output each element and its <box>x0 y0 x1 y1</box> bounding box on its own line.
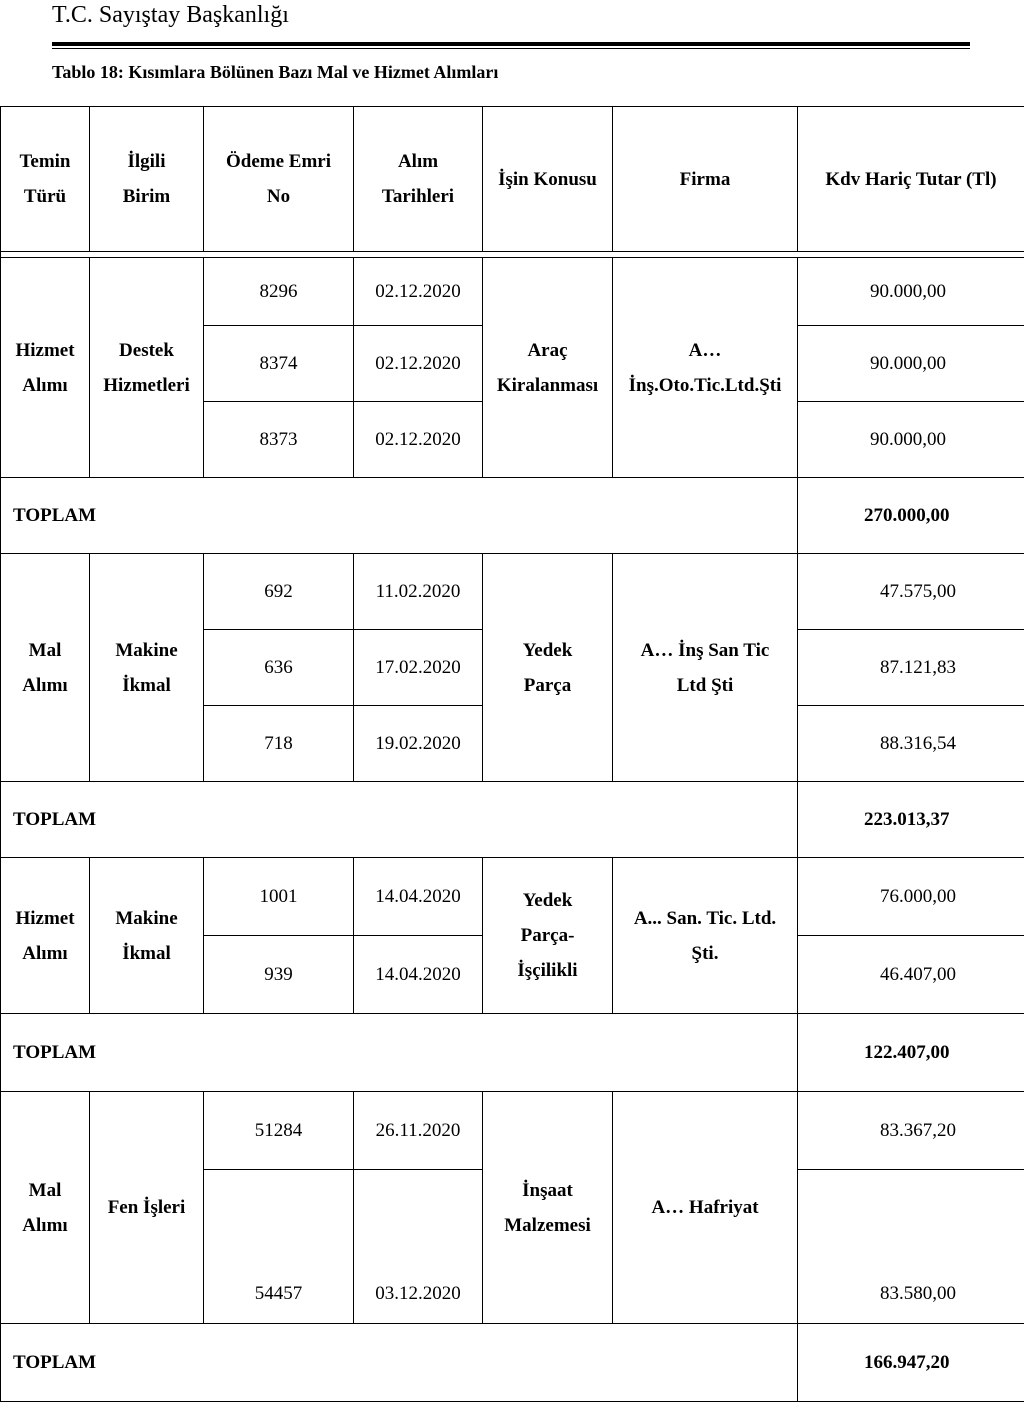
total-label: TOPLAM <box>1 478 798 554</box>
cell-date: 14.04.2020 <box>354 936 483 1014</box>
organization-name: T.C. Sayıştay Başkanlığı <box>52 2 289 28</box>
cell-order-no: 8373 <box>204 402 354 478</box>
cell-order-no: 1001 <box>204 858 354 936</box>
total-label: TOPLAM <box>1 1324 798 1402</box>
cell-order-no: 636 <box>204 630 354 706</box>
cell-firma: A… Hafriyat <box>613 1092 798 1324</box>
cell-isin-konusu: Araç Kiralanması <box>483 258 613 478</box>
cell-amount: 47.575,00 <box>798 554 1024 630</box>
cell-isin-konusu: İnşaat Malzemesi <box>483 1092 613 1324</box>
cell-date: 11.02.2020 <box>354 554 483 630</box>
cell-date: 03.12.2020 <box>354 1170 483 1324</box>
cell-firma: A… İnş.Oto.Tic.Ltd.Şti <box>613 258 798 478</box>
cell-amount: 90.000,00 <box>798 402 1024 478</box>
cell-firma: A... San. Tic. Ltd. Şti. <box>613 858 798 1014</box>
cell-temin-turu: Hizmet Alımı <box>1 858 90 1014</box>
cell-order-no: 8296 <box>204 258 354 326</box>
cell-amount: 87.121,83 <box>798 630 1024 706</box>
cell-order-no: 8374 <box>204 326 354 402</box>
cell-order-no: 939 <box>204 936 354 1014</box>
cell-ilgili-birim: Makine İkmal <box>90 858 204 1014</box>
cell-ilgili-birim: Makine İkmal <box>90 554 204 782</box>
header-row <box>1 107 1024 252</box>
cell-amount: 83.580,00 <box>798 1170 1024 1324</box>
total-value: 223.013,37 <box>798 782 1024 858</box>
cell-ilgili-birim: Fen İşleri <box>90 1092 204 1324</box>
total-row <box>1 1014 1024 1092</box>
col-header-tutar: Kdv Hariç Tutar (Tl) <box>798 107 1024 252</box>
table-row <box>1 1092 1024 1170</box>
total-value: 166.947,20 <box>798 1324 1024 1402</box>
cell-date: 19.02.2020 <box>354 706 483 782</box>
cell-date: 14.04.2020 <box>354 858 483 936</box>
col-header-ilgili-birim: İlgili Birim <box>90 107 204 252</box>
table-row <box>1 258 1024 326</box>
cell-amount: 90.000,00 <box>798 326 1024 402</box>
table-caption: Tablo 18: Kısımlara Bölünen Bazı Mal ve Hizmet Alımları <box>52 62 499 82</box>
cell-date: 02.12.2020 <box>354 258 483 326</box>
total-row <box>1 1324 1024 1402</box>
cell-ilgili-birim: Destek Hizmetleri <box>90 258 204 478</box>
cell-temin-turu: Hizmet Alımı <box>1 258 90 478</box>
total-value: 270.000,00 <box>798 478 1024 554</box>
header-rule-thin <box>52 48 970 49</box>
cell-date: 26.11.2020 <box>354 1092 483 1170</box>
table-row <box>1 858 1024 936</box>
cell-firma: A… İnş San Tic Ltd Şti <box>613 554 798 782</box>
cell-order-no: 51284 <box>204 1092 354 1170</box>
col-header-alim-tarihleri: Alım Tarihleri <box>354 107 483 252</box>
cell-amount: 46.407,00 <box>798 936 1024 1014</box>
cell-temin-turu: Mal Alımı <box>1 1092 90 1324</box>
col-header-odeme-emri-no: Ödeme Emri No <box>204 107 354 252</box>
cell-date: 02.12.2020 <box>354 326 483 402</box>
cell-amount: 76.000,00 <box>798 858 1024 936</box>
header-rule-thick <box>52 42 970 46</box>
total-value: 122.407,00 <box>798 1014 1024 1092</box>
cell-order-no: 718 <box>204 706 354 782</box>
col-header-isin-konusu: İşin Konusu <box>483 107 613 252</box>
purchases-table <box>0 106 1024 1402</box>
cell-order-no: 692 <box>204 554 354 630</box>
cell-amount: 88.316,54 <box>798 706 1024 782</box>
total-label: TOPLAM <box>1 782 798 858</box>
cell-isin-konusu: Yedek Parça- İşçilikli <box>483 858 613 1014</box>
col-header-firma: Firma <box>613 107 798 252</box>
cell-isin-konusu: Yedek Parça <box>483 554 613 782</box>
cell-temin-turu: Mal Alımı <box>1 554 90 782</box>
cell-date: 17.02.2020 <box>354 630 483 706</box>
total-row <box>1 782 1024 858</box>
cell-date: 02.12.2020 <box>354 402 483 478</box>
cell-order-no: 54457 <box>204 1170 354 1324</box>
total-row <box>1 478 1024 554</box>
col-header-temin-turu: Temin Türü <box>1 107 90 252</box>
cell-amount: 83.367,20 <box>798 1092 1024 1170</box>
cell-amount: 90.000,00 <box>798 258 1024 326</box>
table-row <box>1 554 1024 630</box>
total-label: TOPLAM <box>1 1014 798 1092</box>
